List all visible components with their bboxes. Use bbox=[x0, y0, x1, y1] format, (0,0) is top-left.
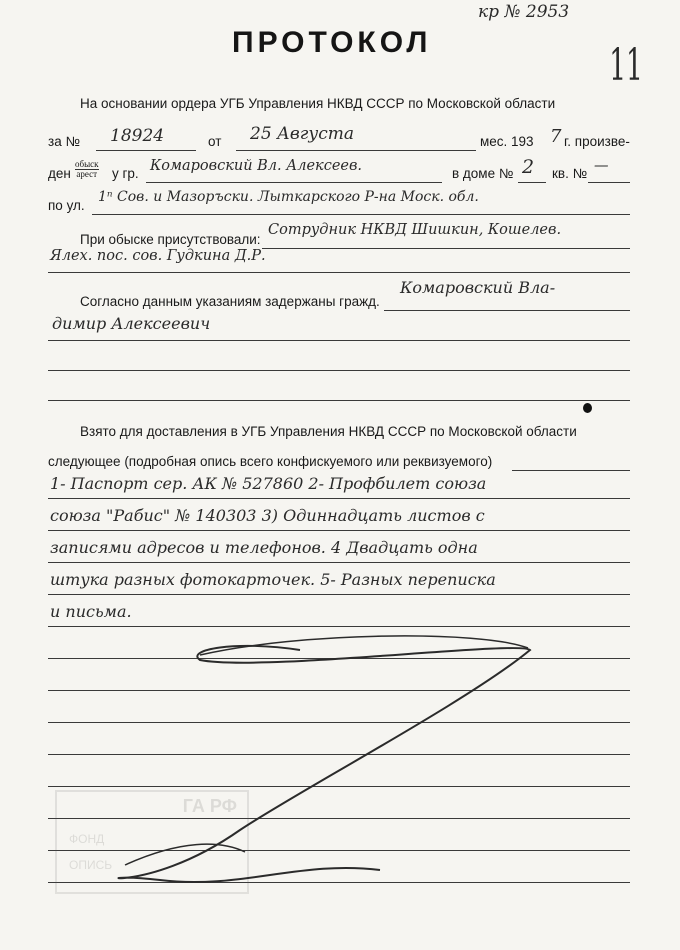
inventory-item-3: записями адресов и телефонов. 4 Двадцать одна bbox=[50, 538, 478, 557]
house-line bbox=[518, 182, 546, 183]
house-number: 2 bbox=[522, 156, 535, 178]
empty-line bbox=[48, 754, 630, 755]
street-line bbox=[92, 214, 630, 215]
present-label: При обыске присутствовали: bbox=[80, 232, 261, 247]
archive-stamp bbox=[55, 790, 249, 894]
stamp-line-1: ГА РФ bbox=[182, 796, 237, 816]
apt-line bbox=[588, 182, 630, 183]
page-title: ПРОТОКОЛ bbox=[232, 26, 432, 59]
label-den: ден bbox=[48, 166, 71, 181]
empty-line bbox=[48, 690, 630, 691]
present-witnesses-2: Ялех. пос. сов. Гудкина Д.Р. bbox=[50, 248, 266, 264]
empty-line bbox=[48, 722, 630, 723]
inventory-line-3 bbox=[48, 562, 630, 563]
blank-line-1 bbox=[48, 370, 630, 371]
present-line-2 bbox=[48, 272, 630, 273]
label-month: мес. 193 bbox=[480, 134, 534, 149]
order-date-line bbox=[236, 150, 476, 151]
inventory-line-1 bbox=[48, 498, 630, 499]
empty-line bbox=[48, 786, 630, 787]
label-year: г. произве- bbox=[564, 134, 630, 149]
stamp-line-2: ФОНД bbox=[69, 832, 105, 846]
fraction-bottom: арест bbox=[76, 169, 98, 179]
detained-name-2: димир Алексеевич bbox=[52, 314, 211, 333]
inventory-item-5: и письма. bbox=[50, 602, 132, 621]
inventory-item-4: штука разных фотокарточек. 5- Разных переписка bbox=[50, 570, 496, 589]
street-address: 1ⁿ Сов. и Мазоръски. Лыткарского Р-на Моск. обл. bbox=[98, 189, 479, 205]
corner-archive-note: кр № 2953 bbox=[478, 2, 570, 22]
ink-blot bbox=[583, 403, 592, 413]
blank-line-2 bbox=[48, 400, 630, 401]
order-date: 25 Августа bbox=[250, 124, 355, 144]
detained-name-1: Комаровский Вла- bbox=[400, 278, 556, 297]
fraction-top: обыск bbox=[75, 159, 99, 169]
label-street: по ул. bbox=[48, 198, 85, 213]
label-house: в доме № bbox=[452, 166, 514, 181]
margin-page-number: 11 bbox=[609, 40, 643, 91]
detained-line-2 bbox=[48, 340, 630, 341]
present-line-1 bbox=[262, 248, 630, 249]
inventory-line-2 bbox=[48, 530, 630, 531]
intro-text: На основании ордера УГБ Управления НКВД СССР по Московской области bbox=[80, 96, 556, 111]
search-arrest-fraction bbox=[75, 160, 99, 179]
inventory-line-4 bbox=[48, 594, 630, 595]
empty-line bbox=[48, 658, 630, 659]
present-witnesses-1: Сотрудник НКВД Шишкин, Кошелев. bbox=[268, 222, 562, 238]
stamp-line-3: ОПИСЬ bbox=[69, 858, 113, 872]
detained-line-1 bbox=[384, 310, 630, 311]
apt-number: — bbox=[594, 158, 609, 174]
order-number-line bbox=[96, 150, 196, 151]
order-year-digit: 7 bbox=[550, 126, 562, 147]
label-person: у гр. bbox=[112, 166, 139, 181]
label-apt: кв. № bbox=[552, 166, 588, 181]
person-name: Комаровский Вл. Алексеев. bbox=[150, 158, 363, 174]
inventory-item-2: союза "Рабис" № 140303 3) Одиннадцать листов с bbox=[50, 506, 485, 525]
order-number: 18924 bbox=[110, 126, 165, 146]
detained-label: Согласно данным указаниям задержаны гражд. bbox=[80, 294, 380, 309]
label-ot: от bbox=[208, 134, 222, 149]
taken-intro-2: следующее (подробная опись всего конфискуемого или реквизуемого) bbox=[48, 454, 493, 469]
label-za: за № bbox=[48, 134, 80, 149]
taken-intro-1: Взято для доставления в УГБ Управления НКВД СССР по Московской области bbox=[80, 424, 577, 439]
inventory-item-1: 1- Паспорт сер. АК № 527860 2- Профбилет союза bbox=[50, 474, 487, 493]
taken-intro-line bbox=[512, 470, 630, 471]
person-line bbox=[146, 182, 442, 183]
inventory-line-5 bbox=[48, 626, 630, 627]
